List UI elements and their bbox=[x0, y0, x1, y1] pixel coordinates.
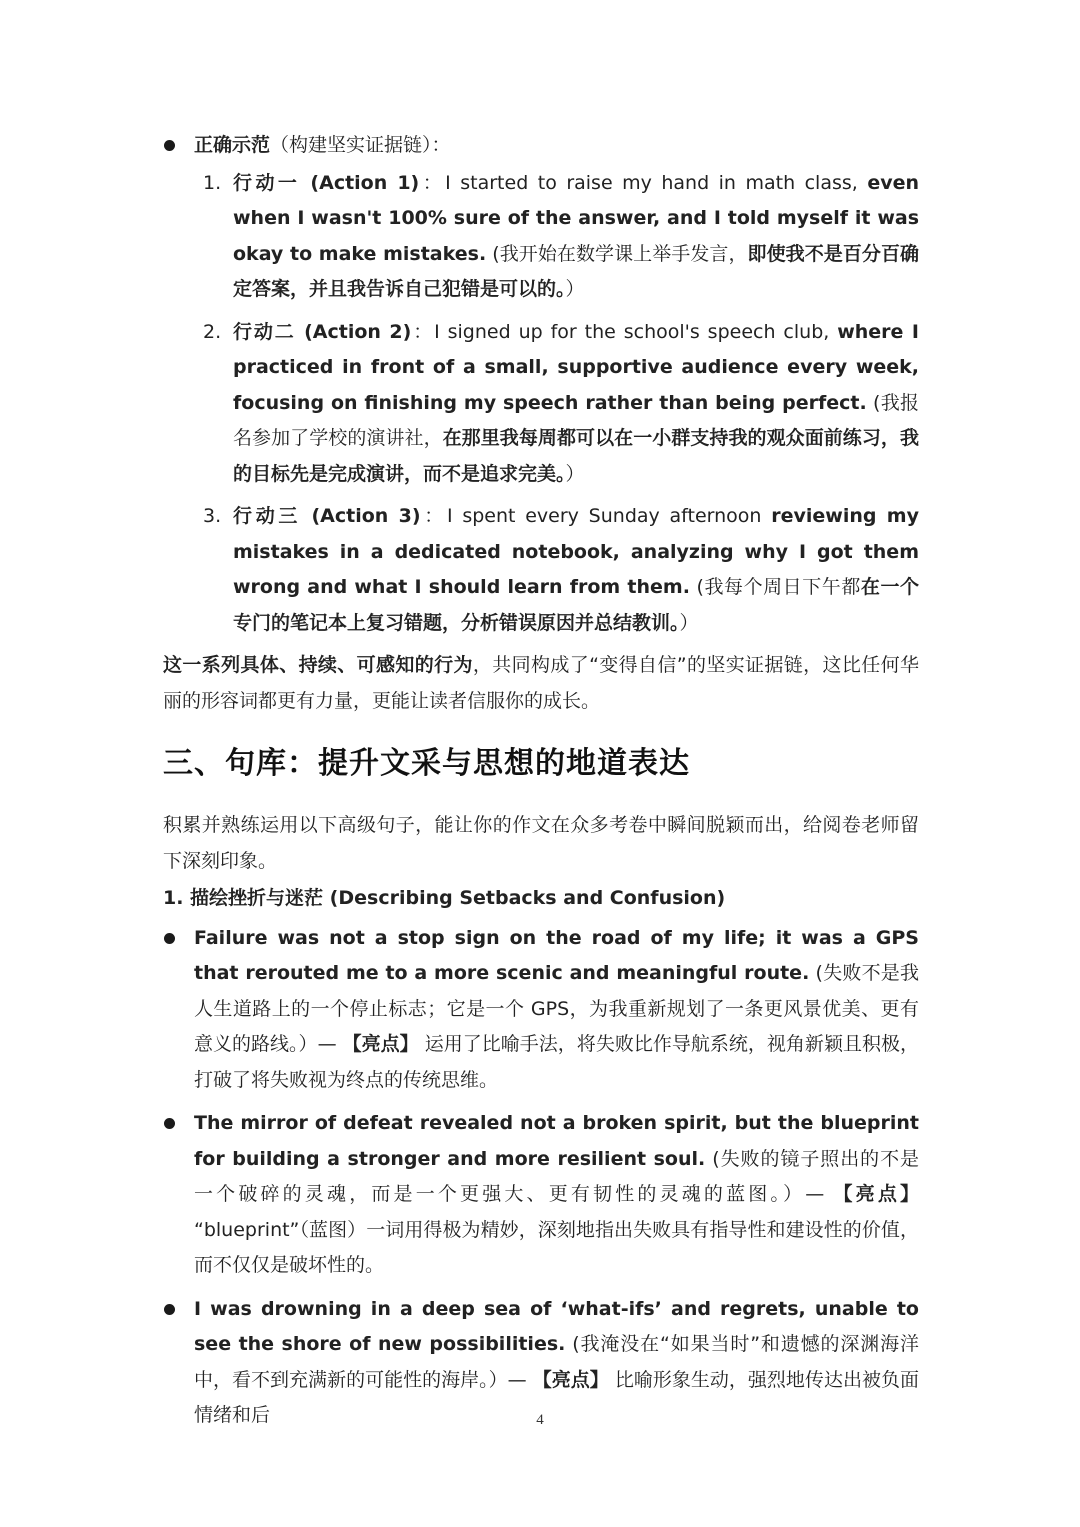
bullet-dot-icon bbox=[164, 933, 175, 944]
sentence-translation: (我淹没在“如果当时”和遗憾的深渊海洋中，看不到充满新的可能性的海岸。）— bbox=[194, 1333, 920, 1391]
sentence-item bbox=[163, 921, 919, 1099]
action-item bbox=[163, 166, 919, 308]
highlight-tag: 【亮点】 bbox=[532, 1368, 609, 1391]
intro-note: （构建坚实证据链）： bbox=[270, 134, 451, 156]
action-number: 3. bbox=[203, 505, 222, 527]
highlight-note: 比喻形象生动，强烈地传达出被负面情绪和后 bbox=[194, 1368, 919, 1426]
summary-paragraph bbox=[163, 648, 919, 719]
page-content bbox=[163, 128, 919, 1442]
sentence-translation: (失败不是我人生道路上的一个停止标志；它是一个 GPS，为我重新规划了一条更风景优美、更有意义的路线。）— bbox=[194, 962, 920, 1055]
sentence-english: The mirror of defeat revealed not a broken spirit, but the blueprint for building a stronger and more resilient soul. bbox=[194, 1112, 919, 1170]
action-item bbox=[163, 499, 919, 641]
action-separator: ： bbox=[419, 171, 446, 194]
highlight-note: 运用了比喻手法，将失败比作导航系统，视角新颖且积极，打破了将失败视为终点的传统思维。 bbox=[194, 1033, 919, 1091]
summary-text: ，共同构成了“变得自信”的坚实证据链，这比任何华丽的形容词都更有力量，更能让读者信服你的成长。 bbox=[163, 654, 919, 712]
sentence-item bbox=[163, 1106, 919, 1284]
action-translation-bold: 即使我不是百分百确定答案，并且我告诉自己犯错是可以的。 bbox=[233, 242, 920, 300]
action-separator: ： bbox=[420, 505, 447, 527]
section-title: 三、句库：提升文采与思想的地道表达 bbox=[163, 746, 690, 781]
action-close: ） bbox=[565, 278, 585, 300]
subsection-heading: 1. 描绘挫折与迷茫 (Describing Setbacks and Confusion) bbox=[163, 887, 726, 909]
action-translation: (我开始在数学课上举手发言， bbox=[486, 242, 748, 265]
action-close: ） bbox=[679, 611, 699, 634]
action-bold-text: even when I wasn't 100% sure of the answer, and I told myself it was okay to make mistakes. bbox=[233, 171, 919, 265]
action-translation-bold: 在一个专门的笔记本上复习错题，分析错误原因并总结教训。 bbox=[233, 576, 919, 634]
page-number: 4 bbox=[536, 1412, 544, 1428]
action-item bbox=[163, 315, 919, 493]
summary-bold: 这一系列具体、持续、可感知的行为 bbox=[163, 654, 473, 676]
highlight-tag: 【亮点】 bbox=[833, 1183, 919, 1205]
actions-list bbox=[163, 166, 919, 642]
action-bold-text: where I practiced in front of a small, supportive audience every week, focusing on finishing my speech rather than being perfect. bbox=[233, 320, 920, 414]
section-intro: 积累并熟练运用以下高级句子，能让你的作文在众多考卷中瞬间脱颖而出，给阅卷老师留下深刻印象。 bbox=[163, 814, 919, 872]
intro-label: 正确示范 bbox=[194, 134, 271, 156]
action-translation: (我报名参加了学校的演讲社， bbox=[233, 391, 919, 449]
sentence-english: I was drowning in a deep sea of ‘what-ifs’ and regrets, unable to see the shore of new possibilities. bbox=[194, 1297, 919, 1355]
action-label: 行动二 (Action 2) bbox=[233, 320, 412, 343]
correct-example-bullet bbox=[163, 128, 919, 164]
action-label: 行动一 (Action 1) bbox=[233, 171, 420, 194]
action-text: I signed up for the school's speech club, bbox=[434, 320, 838, 343]
action-text: I spent every Sunday afternoon bbox=[446, 505, 772, 527]
highlight-tag: 【亮点】 bbox=[342, 1033, 419, 1055]
action-translation: (我每个周日下午都 bbox=[689, 576, 861, 598]
sentence-english: Failure was not a stop sign on the road of my life; it was a GPS that rerouted me to a more scenic and meaningful route. bbox=[194, 926, 919, 984]
sentence-translation: (失败的镜子照出的不是一个破碎的灵魂，而是一个更强大、更有韧性的灵魂的蓝图。）— bbox=[194, 1147, 920, 1205]
bullet-dot-icon bbox=[164, 140, 175, 151]
highlight-note: “blueprint”（蓝图）一词用得极为精妙，深刻地指出失败具有指导性和建设性的价值，而不仅仅是破坏性的。 bbox=[194, 1218, 919, 1276]
action-translation-bold: 在那里我每周都可以在一小群支持我的观众面前练习，我的目标先是完成演讲，而不是追求完美。 bbox=[233, 427, 919, 485]
action-number: 1. bbox=[203, 171, 222, 194]
bullet-dot-icon bbox=[164, 1304, 175, 1315]
action-close: ） bbox=[565, 462, 585, 485]
sentence-bank-list bbox=[163, 921, 919, 1434]
action-separator: ： bbox=[411, 320, 435, 343]
action-text: I started to raise my hand in math class, bbox=[445, 171, 868, 194]
action-number: 2. bbox=[203, 320, 222, 343]
bullet-dot-icon bbox=[164, 1118, 175, 1129]
action-label: 行动三 (Action 3) bbox=[233, 505, 421, 527]
action-bold-text: reviewing my mistakes in a dedicated notebook, analyzing why I got them wrong and what I should learn from them. bbox=[233, 505, 919, 598]
